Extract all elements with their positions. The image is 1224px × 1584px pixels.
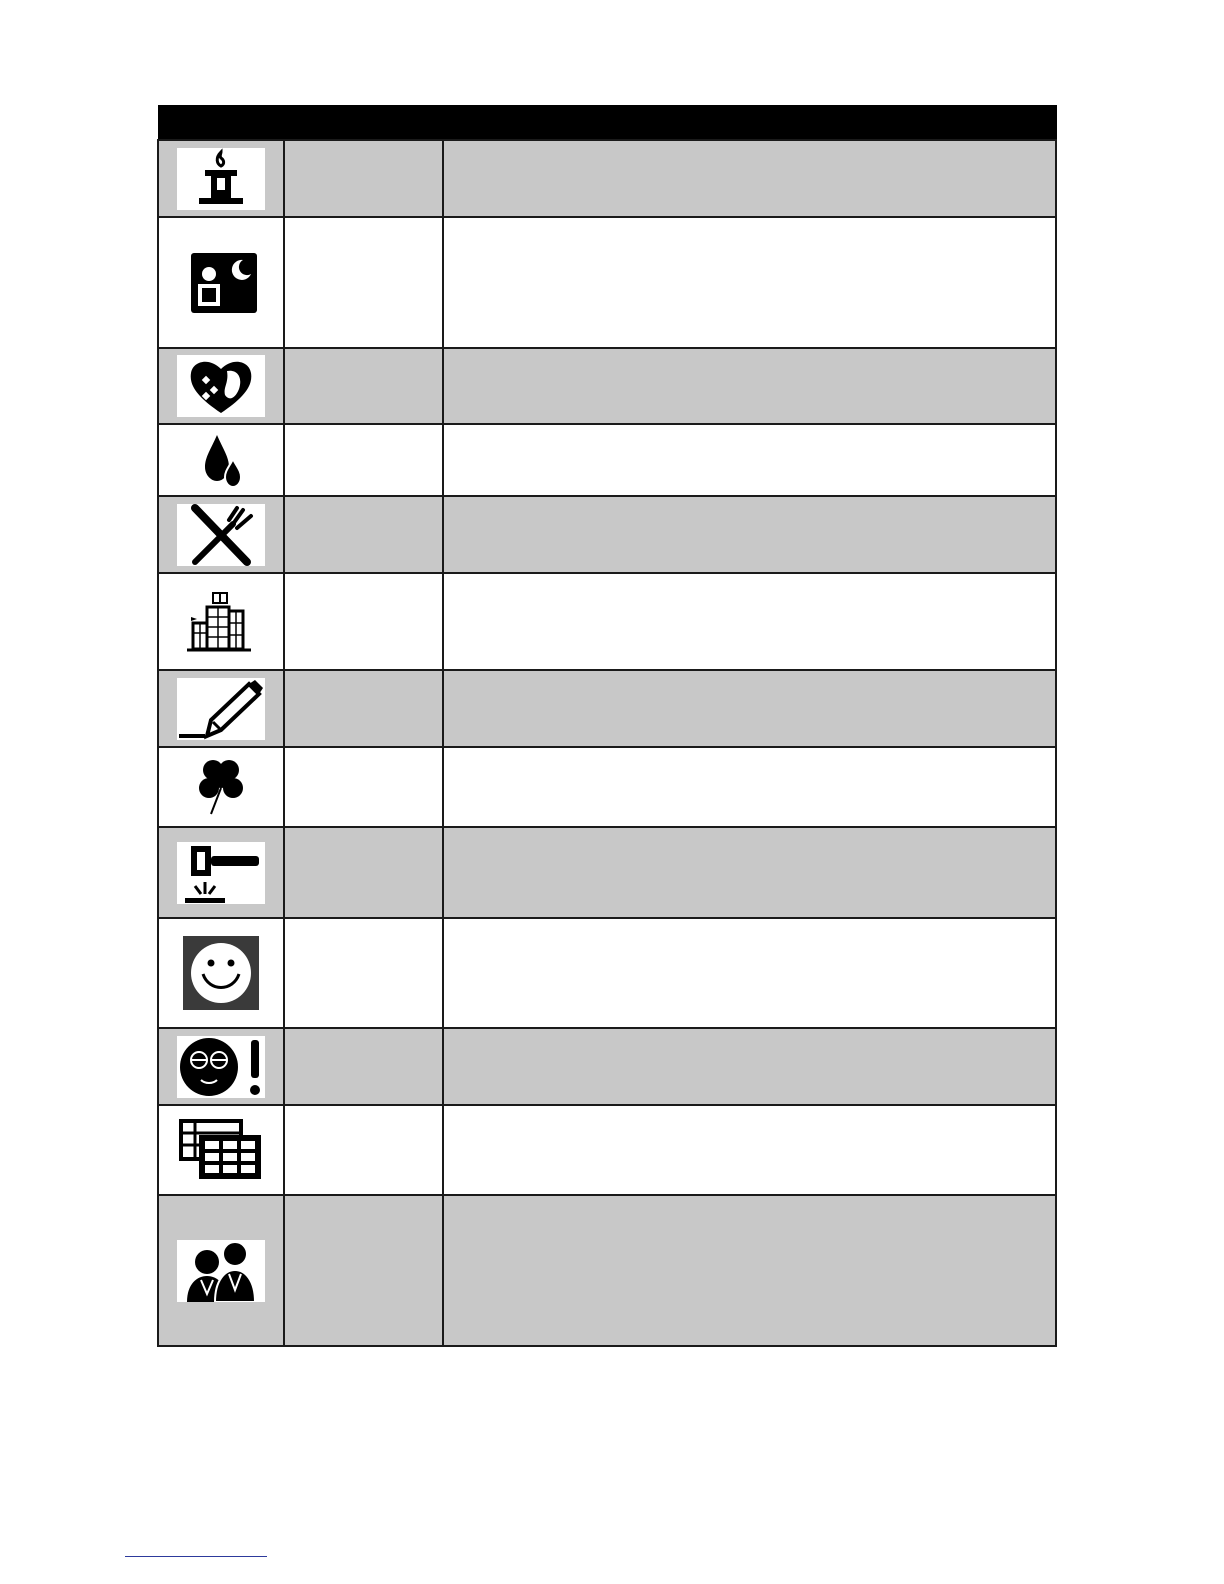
header-icon-cell — [158, 106, 284, 141]
water-drops-icon — [177, 429, 265, 491]
scene-name — [284, 217, 443, 348]
scene-name — [284, 573, 443, 670]
smile-face-icon — [183, 936, 259, 1010]
scene-name — [284, 1105, 443, 1195]
table-row — [158, 1105, 1056, 1195]
icon-cell — [158, 217, 284, 348]
heart-portrait-icon — [177, 355, 265, 417]
scene-name — [284, 827, 443, 918]
icon-cell — [158, 670, 284, 747]
blink-detection-face-icon — [177, 1036, 265, 1098]
table-row — [158, 1195, 1056, 1346]
table-row — [158, 1028, 1056, 1105]
table-row — [158, 140, 1056, 217]
icon-cell — [158, 827, 284, 918]
table-header-row — [158, 106, 1056, 141]
scene-name — [284, 1028, 443, 1105]
scene-name — [284, 918, 443, 1028]
night-portrait-icon — [177, 252, 265, 314]
table-row — [158, 424, 1056, 496]
header-name-cell — [284, 106, 443, 141]
table-row — [158, 217, 1056, 348]
text-pencil-icon — [177, 678, 265, 740]
scene-description — [443, 424, 1056, 496]
icon-cell — [158, 747, 284, 827]
leaf-clover-icon — [177, 756, 265, 818]
icon-cell — [158, 573, 284, 670]
footer-rule — [125, 1556, 267, 1557]
scene-description — [443, 1105, 1056, 1195]
scene-name — [284, 424, 443, 496]
icon-cell — [158, 918, 284, 1028]
table-row — [158, 348, 1056, 424]
couple-portrait-icon — [177, 1240, 265, 1302]
scene-description — [443, 496, 1056, 573]
scene-description — [443, 217, 1056, 348]
table-row — [158, 573, 1056, 670]
icon-cell — [158, 496, 284, 573]
scene-description — [443, 140, 1056, 217]
icon-cell — [158, 1028, 284, 1105]
scene-name — [284, 348, 443, 424]
icon-cell — [158, 1105, 284, 1195]
scene-description — [443, 573, 1056, 670]
table-row — [158, 918, 1056, 1028]
table-row — [158, 496, 1056, 573]
scene-name — [284, 747, 443, 827]
scene-name — [284, 1195, 443, 1346]
header-description-cell — [443, 106, 1056, 141]
scene-description — [443, 670, 1056, 747]
photo-frame-grid-icon — [177, 1119, 265, 1181]
building-icon — [177, 591, 265, 653]
scene-description — [443, 1028, 1056, 1105]
scene-name — [284, 496, 443, 573]
scene-description — [443, 827, 1056, 918]
scene-mode-table — [157, 105, 1057, 1347]
icon-cell — [158, 424, 284, 496]
icon-cell — [158, 140, 284, 217]
icon-cell — [158, 348, 284, 424]
scene-name — [284, 670, 443, 747]
table-row — [158, 827, 1056, 918]
icon-cell — [158, 1195, 284, 1346]
scene-description — [443, 747, 1056, 827]
candlelight-icon — [177, 148, 265, 210]
scene-description — [443, 918, 1056, 1028]
food-icon — [177, 504, 265, 566]
scene-name — [284, 140, 443, 217]
scene-description — [443, 1195, 1056, 1346]
table-row — [158, 747, 1056, 827]
table-row — [158, 670, 1056, 747]
auction-gavel-icon — [177, 842, 265, 904]
scene-description — [443, 348, 1056, 424]
